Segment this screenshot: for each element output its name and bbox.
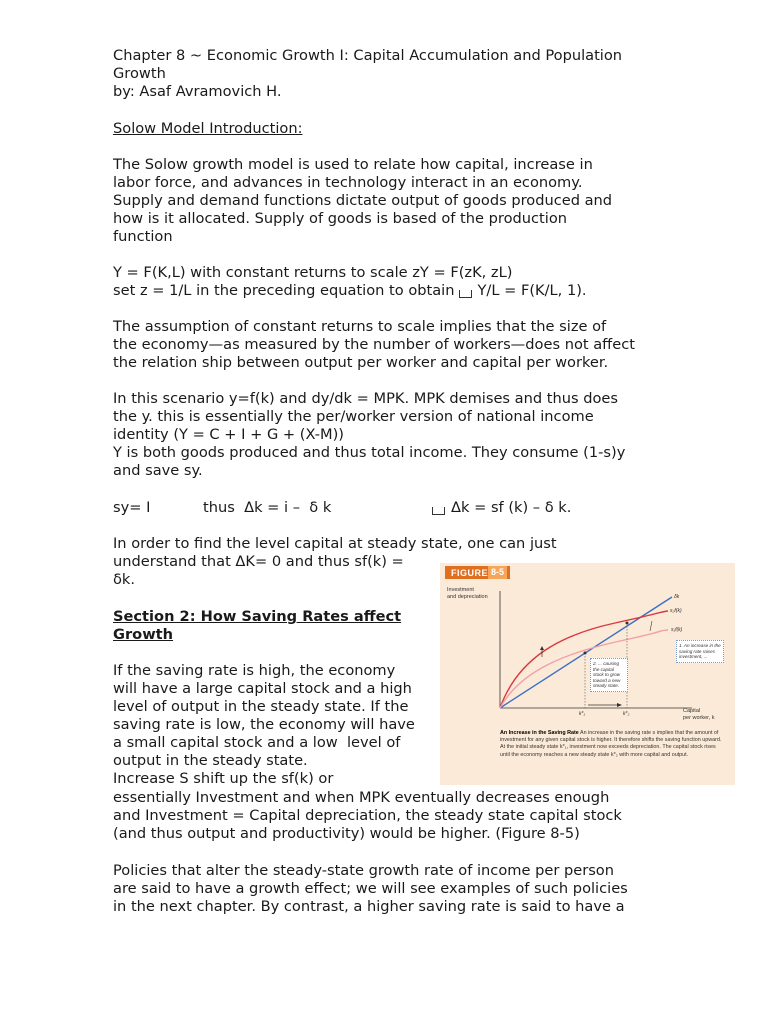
- k2-tick-label: k*₂: [623, 711, 630, 717]
- para5-line: (and thus output and productivity) would be higher. (Figure 8-5): [113, 825, 580, 842]
- doc-author: by: Asaf Avramovich H.: [113, 83, 282, 100]
- para1-line: how is it allocated. Supply of goods is based of the production: [113, 210, 568, 227]
- y-label-line1: Investment: [447, 587, 474, 593]
- x-label-line1: Capital: [683, 708, 701, 714]
- para3-line: and save sy.: [113, 462, 203, 479]
- para6-line: Policies that alter the steady-state growth rate of income per person: [113, 862, 614, 879]
- depreciation-label: δk: [674, 594, 680, 600]
- figure-8-5: [440, 563, 735, 785]
- para2-line: The assumption of constant returns to scale implies that the size of: [113, 318, 607, 335]
- para5-line: a small capital stock and a low level of: [113, 734, 401, 751]
- para3-line: Y is both goods produced and thus total income. They consume (1-s)y: [113, 444, 626, 461]
- equation1-part-a: set z = 1/L in the preceding equation to obtain: [113, 282, 455, 299]
- figure-x-axis-label: [683, 708, 733, 722]
- implies-arrow-icon: [432, 507, 445, 515]
- equation2-c: Δk = sf (k) – δ k.: [451, 499, 572, 516]
- equation2-c-wrap: [428, 499, 571, 517]
- section1-heading: Solow Model Introduction:: [113, 120, 303, 137]
- s2-saving-curve: [500, 611, 668, 708]
- para3-line: the y. this is essentially the per/worker version of national income: [113, 408, 594, 425]
- para4-line: understand that ΔK= 0 and thus sf(k) =: [113, 553, 404, 570]
- equation1-part-b: Y/L = F(K/L, 1).: [477, 282, 587, 299]
- s2-curve-label: s₂f(k): [670, 608, 682, 614]
- section2-heading-line1: Section 2: How Saving Rates affect: [113, 608, 402, 625]
- para1-line: labor force, and advances in technology interact in an economy.: [113, 174, 583, 191]
- steady-state-1-point: [584, 652, 587, 655]
- equation1-line1: Y = F(K,L) with constant returns to scale zY = F(zK, zL): [113, 264, 513, 281]
- para2-line: the economy—as measured by the number of workers—does not affect: [113, 336, 635, 353]
- para3-line: In this scenario y=f(k) and dy/dk = MPK. MPK demises and thus does: [113, 390, 619, 407]
- arrow-head-icon: [617, 703, 622, 707]
- shift-up-arrow-right: [650, 621, 652, 631]
- figure-tag-label: FIGURE: [451, 568, 489, 578]
- para6-line: in the next chapter. By contrast, a higher saving rate is said to have a: [113, 898, 625, 915]
- para5-line: essentially Investment and when MPK eventually decreases enough: [113, 789, 610, 806]
- para5-line: output in the steady state.: [113, 752, 308, 769]
- doc-title-line1: Chapter 8 ~ Economic Growth I: Capital Accumulation and Population: [113, 47, 623, 64]
- para1-line: function: [113, 228, 173, 245]
- equation1-line2: [113, 282, 587, 300]
- arrow-head-icon: [540, 646, 544, 650]
- figure-caption: [500, 730, 722, 759]
- para2-line: the relation ship between output per worker and capital per worker.: [113, 354, 609, 371]
- para5-line: Increase S shift up the sf(k) or: [113, 770, 334, 787]
- para4-line: δk.: [113, 571, 136, 588]
- x-label-line2: per worker, k: [683, 715, 715, 721]
- figure-tag-number: 8-5: [488, 566, 507, 579]
- para5-line: If the saving rate is high, the economy: [113, 662, 396, 679]
- para5-line: saving rate is low, the economy will have: [113, 716, 415, 733]
- para6-line: are said to have a growth effect; we will see examples of such policies: [113, 880, 628, 897]
- para5-line: and Investment = Capital depreciation, the steady state capital stock: [113, 807, 622, 824]
- para3-line: identity (Y = C + I + G + (X-M)): [113, 426, 344, 443]
- section2-heading-line2: Growth: [113, 626, 174, 643]
- callout-capital-growth: 2. ... causing the capital stock to grow toward a new steady state.: [590, 658, 628, 692]
- para1-line: Supply and demand functions dictate output of goods produced and: [113, 192, 613, 209]
- caption-title: An Increase in the Saving Rate: [500, 730, 579, 736]
- equation2-b: thus Δk = i – δ k: [203, 499, 332, 516]
- y-label-line2: and depreciation: [447, 594, 488, 600]
- para5-line: level of output in the steady state. If the: [113, 698, 409, 715]
- s1-saving-curve: [500, 630, 668, 708]
- caption-text: An increase in the saving rate s implies that the amount of investment for any given capital stock is higher. It therefore shifts the saving function upward. At the initial steady state k*₁, investment now exceeds depreciation. The capital stock rises until the economy reaches a new steady state k*₂ with more capital and output.: [500, 730, 722, 758]
- equation2-a: sy= I: [113, 499, 151, 516]
- para4-line: In order to find the level capital at steady state, one can just: [113, 535, 557, 552]
- steady-state-2-point: [626, 622, 629, 625]
- callout-saving-increase: 1. An increase in the saving rate raises investment, ...: [676, 640, 724, 663]
- para5-line: will have a large capital stock and a high: [113, 680, 412, 697]
- para1-line: The Solow growth model is used to relate how capital, increase in: [113, 156, 593, 173]
- s1-curve-label: s₁f(k): [671, 627, 683, 633]
- doc-title-line2: Growth: [113, 65, 166, 82]
- k1-tick-label: k*₁: [579, 711, 586, 717]
- implies-arrow-icon: [459, 290, 472, 298]
